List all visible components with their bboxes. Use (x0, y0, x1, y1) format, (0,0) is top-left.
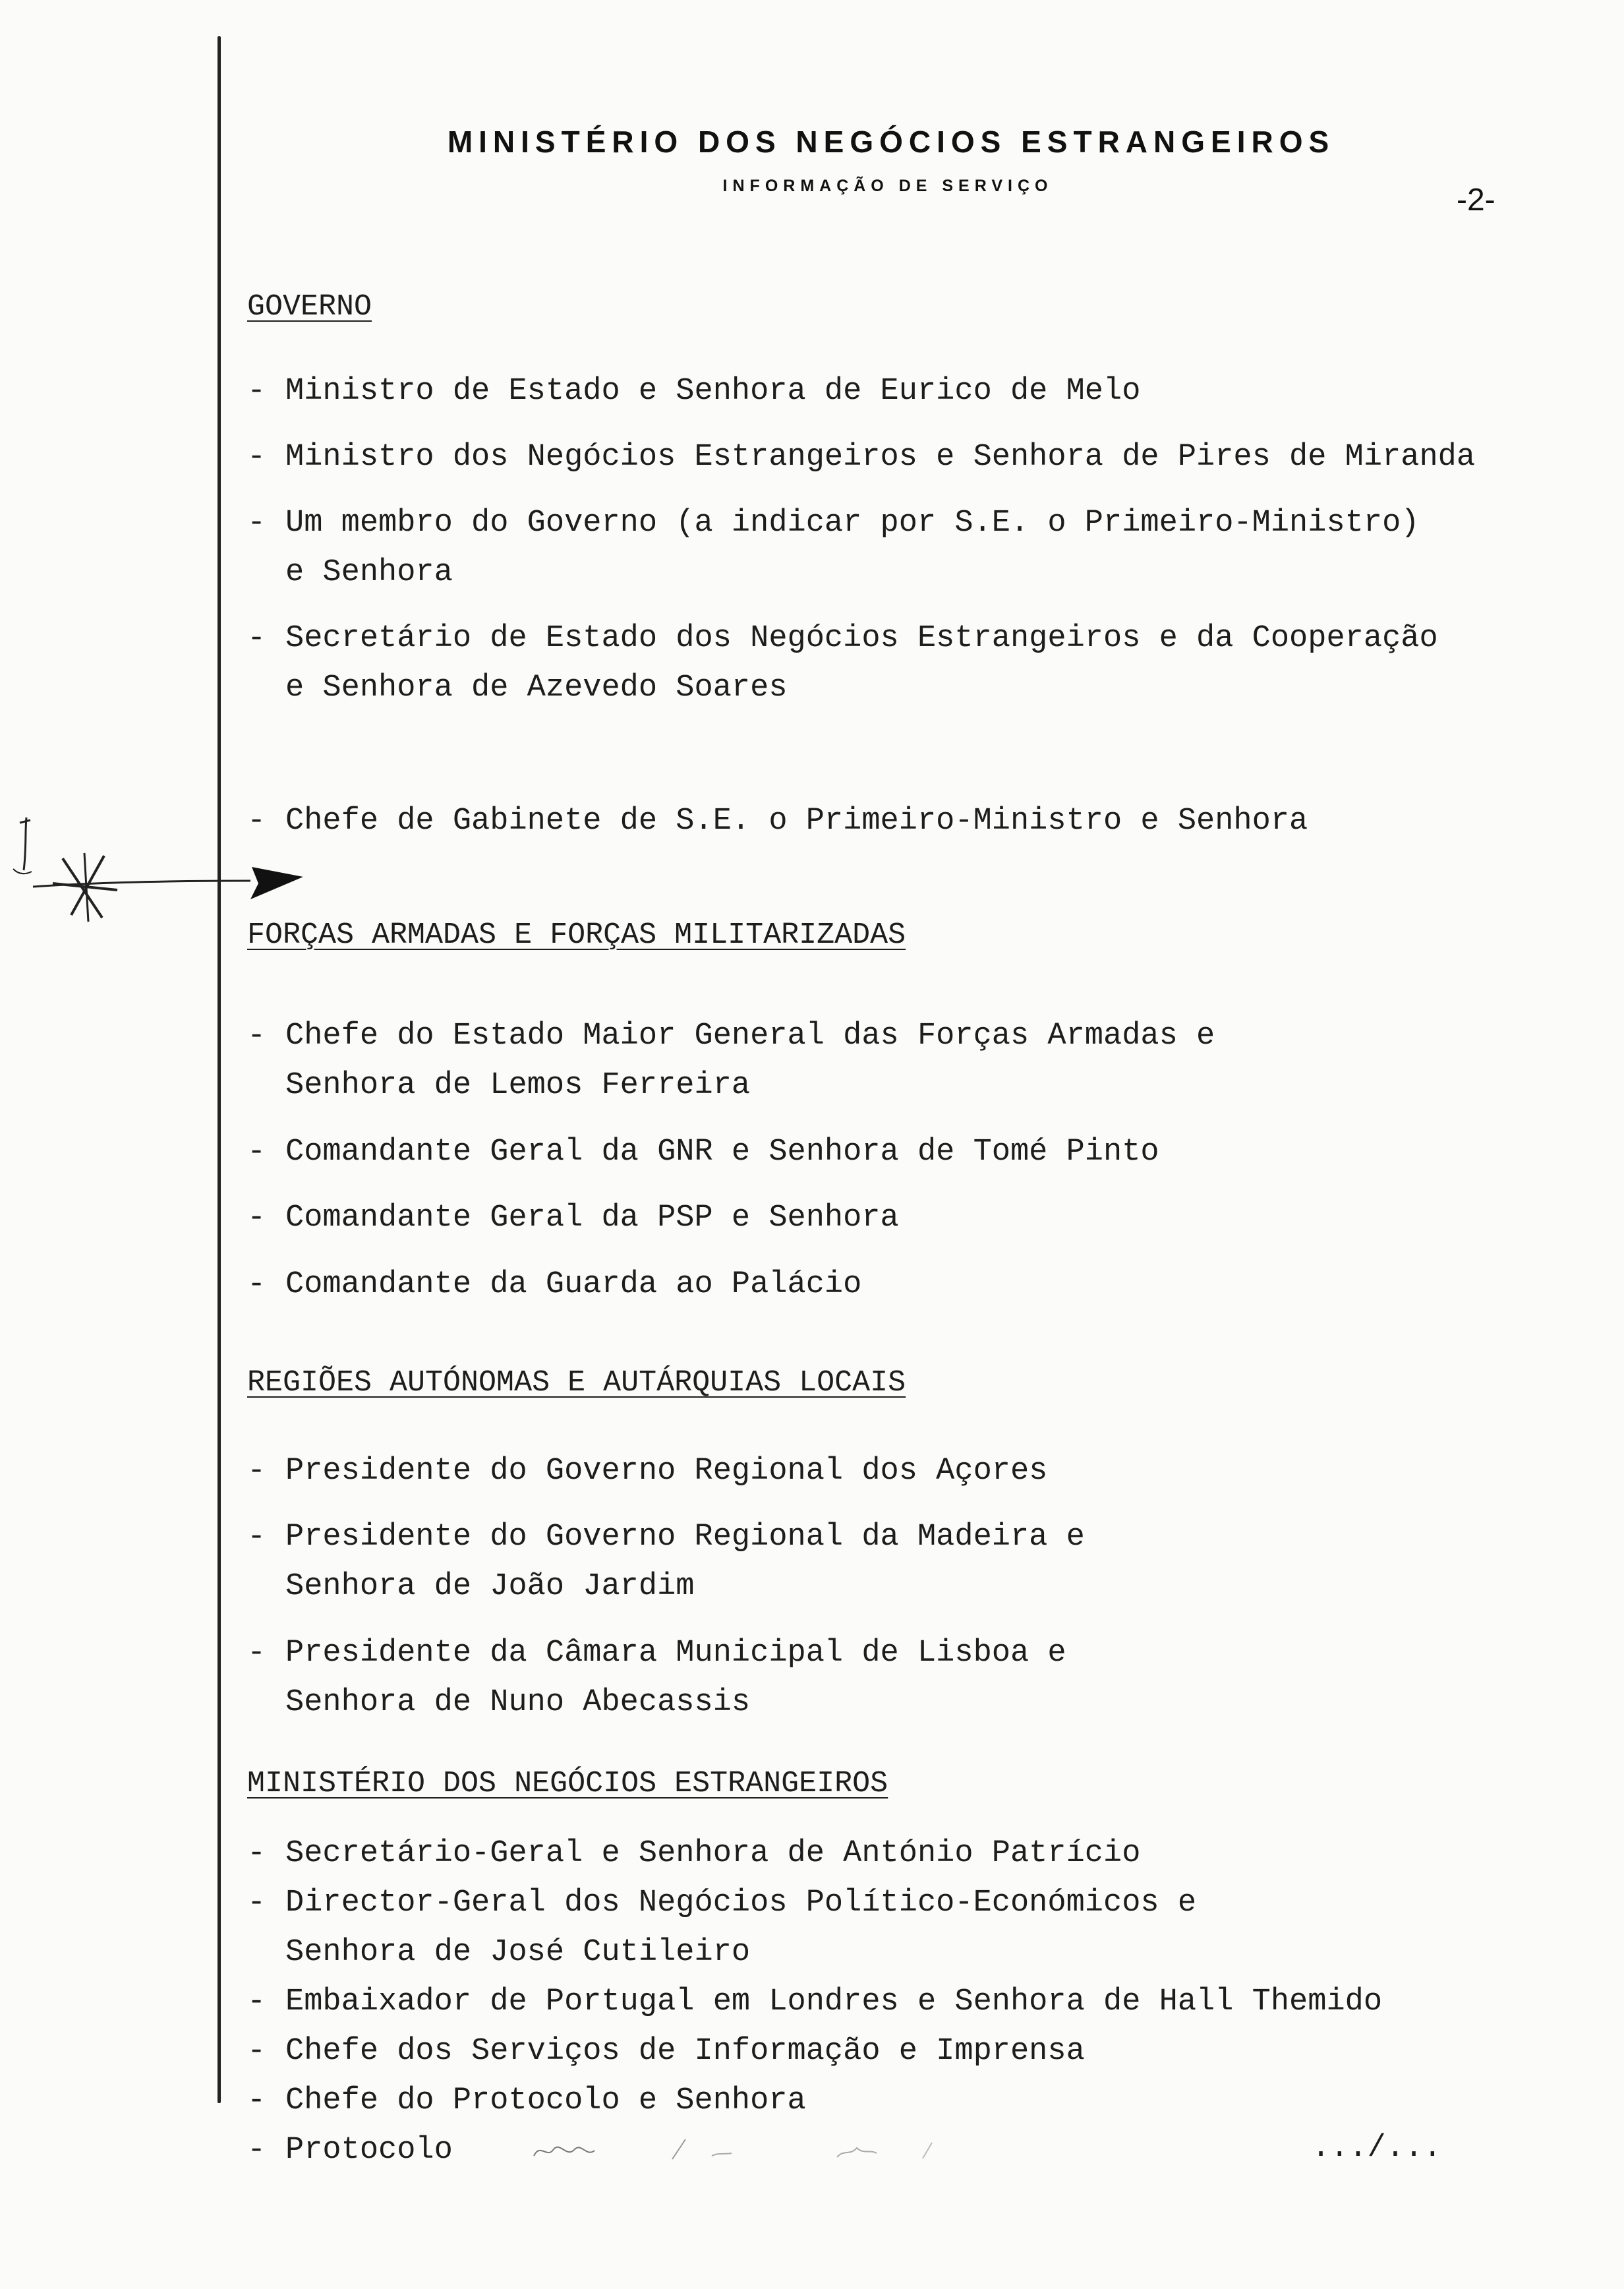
section-heading-forcas-armadas: FORÇAS ARMADAS E FORÇAS MILITARIZADAS (247, 918, 906, 952)
list-item (247, 1127, 1159, 1177)
list-dash: - (247, 804, 266, 839)
handwritten-scribble-icon (521, 2129, 1114, 2169)
list-dash: - (247, 1520, 266, 1555)
list-item (247, 1977, 1382, 2027)
section-heading-regioes-autonomas: REGIÕES AUTÓNOMAS E AUTÁRQUIAS LOCAIS (247, 1366, 906, 1400)
list-item (247, 1011, 1215, 1110)
list-dash: - (247, 506, 266, 541)
list-item (247, 1628, 1066, 1727)
list-item-text: Presidente do Governo Regional dos Açores (285, 1454, 1048, 1489)
asterisk-arrow-icon (0, 0, 343, 956)
list-dash: - (247, 2133, 266, 2168)
list-item-text: Presidente da Câmara Municipal de Lisboa e (285, 1636, 1066, 1671)
list-item-text: Presidente do Governo Regional da Madeira e (285, 1520, 1085, 1555)
ministry-title: MINISTÉRIO DOS NEGÓCIOS ESTRANGEIROS (447, 125, 1335, 159)
list-item (247, 1878, 1196, 1977)
list-item-text: Director-Geral dos Negócios Político-Económicos e (285, 1886, 1197, 1920)
list-item (247, 1829, 1140, 1878)
list-item-text: Chefe dos Serviços de Informação e Imprensa (285, 2034, 1085, 2069)
list-item (247, 498, 1419, 597)
list-dash: - (247, 2083, 266, 2118)
list-item-text: Chefe de Gabinete de S.E. o Primeiro-Ministro e Senhora (285, 804, 1308, 839)
list-dash: - (247, 1636, 266, 1671)
list-item-text-continued: Senhora de Nuno Abecassis (285, 1685, 751, 1720)
list-item-text-continued: Senhora de Lemos Ferreira (285, 1068, 751, 1103)
list-item-text: Comandante Geral da PSP e Senhora (285, 1201, 899, 1235)
list-dash: - (247, 1267, 266, 1302)
page-number: -2- (1457, 183, 1495, 218)
list-item (247, 2027, 1085, 2076)
list-item-text: Ministro dos Negócios Estrangeiros e Senhora de Pires de Miranda (285, 440, 1476, 475)
list-dash: - (247, 440, 266, 475)
list-item-text: Um membro do Governo (a indicar por S.E. o Primeiro-Ministro) (285, 506, 1420, 541)
list-item (247, 796, 1308, 846)
continuation-mark: .../... (1312, 2131, 1442, 2166)
list-dash: - (247, 2034, 266, 2069)
list-dash: - (247, 621, 266, 656)
list-item (247, 614, 1438, 713)
list-item-text: Comandante Geral da GNR e Senhora de Tomé Pinto (285, 1135, 1159, 1170)
list-dash: - (247, 374, 266, 409)
list-item-text: Ministro de Estado e Senhora de Eurico de Melo (285, 374, 1141, 409)
list-item (247, 1512, 1085, 1611)
list-dash: - (247, 1201, 266, 1235)
list-item (247, 1260, 861, 1309)
list-item-text-continued: e Senhora (285, 555, 453, 590)
section-heading-governo: GOVERNO (247, 290, 372, 324)
list-item-text-continued: Senhora de João Jardim (285, 1569, 695, 1604)
list-dash: - (247, 1836, 266, 1871)
list-item-text: Chefe do Estado Maior General das Forças Armadas e (285, 1019, 1215, 1054)
list-dash: - (247, 1984, 266, 2019)
list-item-text: Chefe do Protocolo e Senhora (285, 2083, 806, 2118)
list-item-text-continued: e Senhora de Azevedo Soares (285, 670, 788, 705)
list-item-text: Protocolo (285, 2133, 453, 2168)
list-item-text-continued: Senhora de José Cutileiro (285, 1935, 751, 1970)
list-dash: - (247, 1454, 266, 1489)
list-item-text: Secretário de Estado dos Negócios Estrangeiros e da Cooperação (285, 621, 1438, 656)
list-item (247, 432, 1475, 482)
list-item (247, 1193, 899, 1243)
list-dash: - (247, 1886, 266, 1920)
list-item (247, 1446, 1047, 1496)
section-heading-ministerio: MINISTÉRIO DOS NEGÓCIOS ESTRANGEIROS (247, 1767, 888, 1800)
list-item-text: Comandante da Guarda ao Palácio (285, 1267, 862, 1302)
list-item-text: Secretário-Geral e Senhora de António Patrício (285, 1836, 1141, 1871)
list-item (247, 367, 1140, 416)
service-subtitle: INFORMAÇÃO DE SERVIÇO (722, 177, 1053, 195)
list-dash: - (247, 1019, 266, 1054)
list-item-text: Embaixador de Portugal em Londres e Senhora de Hall Themido (285, 1984, 1383, 2019)
list-item (247, 2076, 806, 2126)
list-dash: - (247, 1135, 266, 1170)
list-item (247, 2126, 453, 2175)
